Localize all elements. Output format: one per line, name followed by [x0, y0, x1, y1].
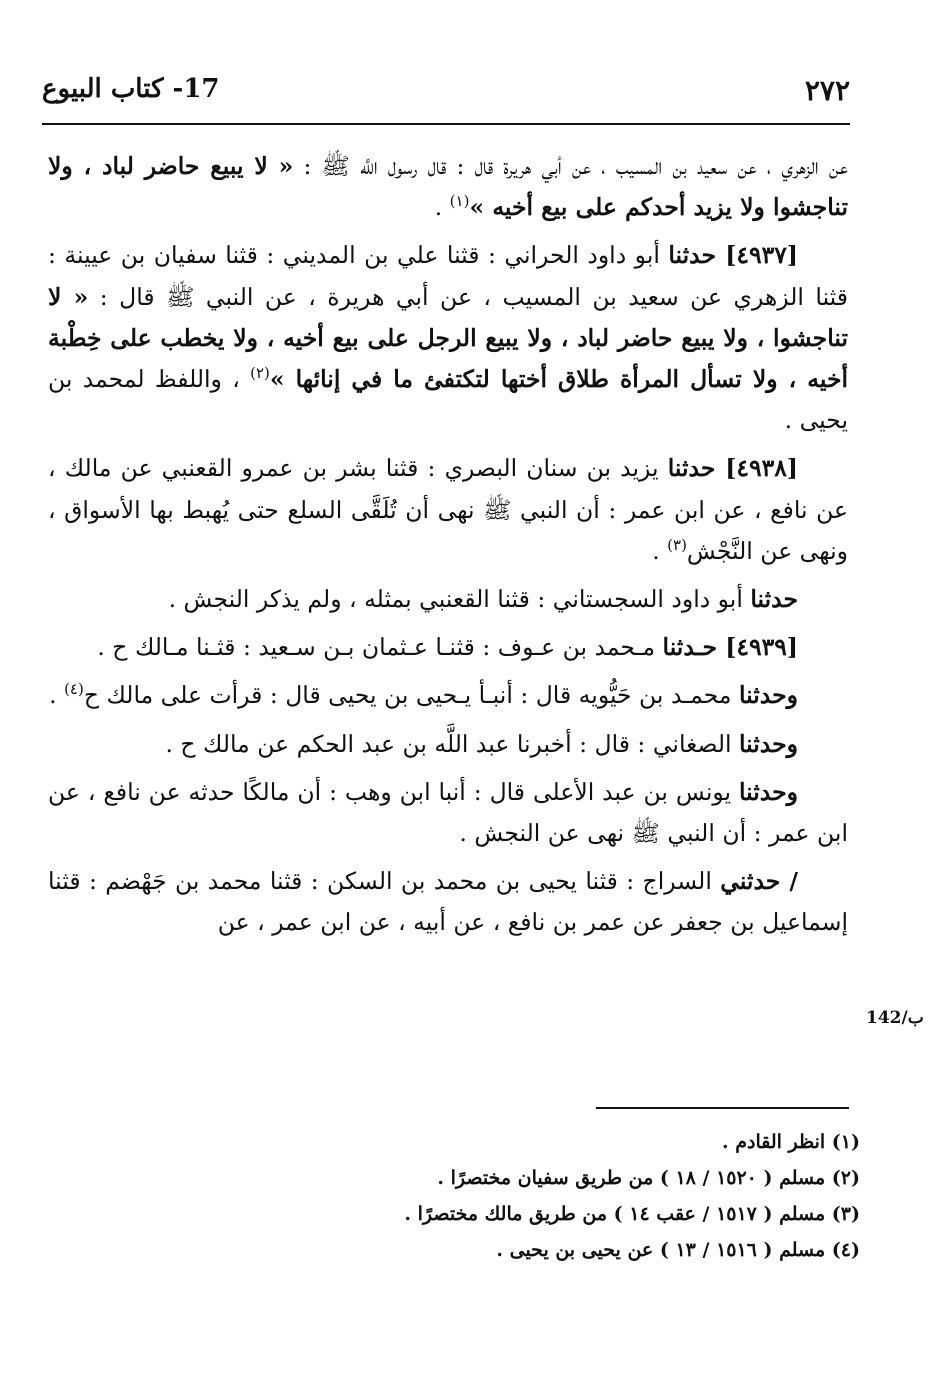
paragraph: [48, 448, 848, 572]
header-divider: [42, 123, 850, 125]
footnote: (٣) مسلم ( ١٥١٧ / عقب ١٤ ) من طريق مالك مختصرًا .: [404, 1203, 860, 1225]
text-run: .: [434, 193, 450, 222]
main-text: [48, 146, 848, 951]
text-run: ، واللفظ لمحمد بن يحيى .: [48, 365, 848, 435]
page-header: [42, 74, 850, 114]
text-run: السراج : قثنا يحيى بن محمد بن السكن : قثنا محمد بن جَهْضم : قثنا إسماعيل بن جعفر عن عمر بن نافع ، عن أبيه ، عن ابن عمر ، عن: [48, 867, 848, 937]
paragraph: [48, 772, 848, 854]
text-run: يزيد بن سنان البصري : قثنا بشر بن عمرو القعنبي عن مالك ، عن نافع ، عن ابن عمر : أن النبي ﷺ نهى أن تُلَقَّى السلع حتى يُهبط بها الأسواق ، ونهى عن النَّجْش: [48, 454, 848, 565]
text-run: عن الزهري ، عن سعيد بن المسيب ، عن أبي هريرة قال : قال رسول اللَّه ﷺ :: [293, 152, 848, 180]
footnote: (٤) مسلم ( ١٥١٦ / ١٣ ) عن يحيى بن يحيى .: [496, 1239, 860, 1261]
page-number: ٢٧٢: [804, 74, 850, 107]
bold-text: « لا يبيع حاضر لباد ، ولا تناجشوا ولا يزيد أحدكم على بيع أخيه »: [48, 152, 848, 222]
paragraph: [48, 675, 848, 716]
text-run: مـحمد بن عـوف : قثنـا عـثمان بـن سـعيد : قثـنا مـالك ح .: [97, 633, 663, 662]
bold-text: وحدثنا: [738, 729, 798, 758]
paragraph: [48, 627, 848, 668]
footnote-reference: (٢): [250, 364, 270, 383]
footnote-divider: [596, 1107, 849, 1109]
bold-text: / حدثني: [720, 867, 798, 896]
paragraph: [48, 146, 848, 228]
text-run: .: [652, 536, 668, 565]
bold-text: [٤٩٣٨] حدثنا: [667, 454, 798, 483]
text-run: يونس بن عبد الأعلى قال : أنبا ابن وهب : أن مالكًا حدثه عن نافع ، عن ابن عمر : أن النبي ﷺ نهى عن النجش .: [48, 777, 848, 848]
footnote: (٢) مسلم ( ١٥٢٠ / ١٨ ) من طريق سفيان مختصرًا .: [437, 1167, 860, 1189]
text-run: الصغاني : قال : أخبرنا عبد اللَّه بن عبد الحكم عن مالك ح .: [165, 729, 739, 758]
bold-text: [٤٩٣٩] حـدثنا: [662, 633, 798, 662]
bold-text: [٤٩٣٧] حدثنا: [668, 241, 798, 270]
margin-folio-note: 142/ب: [866, 1008, 924, 1028]
footnote-reference: (١): [449, 192, 470, 211]
book-title: 17- كتاب البيوع: [42, 74, 220, 104]
text-run: أبو داود السجستاني : قثنا القعنبي بمثله ، ولم يذكر النجش .: [168, 585, 751, 614]
footnote-reference: (٤): [64, 680, 84, 699]
bold-text: حدثنا: [750, 585, 798, 614]
text-run: أبو داود الحراني : قثنا علي بن المديني : قثنا سفيان بن عيينة : قثنا الزهري عن سعيد بن المسيب ، عن أبي هريرة ، عن النبي ﷺ قال :: [48, 241, 849, 311]
text-run: محمـد بن حَيُّويه قال : أنبـأ يـحيى بن يحيى قال : قرأت على مالك ح: [83, 681, 739, 710]
paragraph: [48, 235, 848, 441]
paragraph: [48, 579, 848, 620]
paragraph: [48, 724, 848, 765]
footnote: (١) انظر القادم .: [722, 1131, 860, 1153]
text-run: .: [49, 681, 65, 710]
paragraph: [48, 861, 848, 943]
footnotes: [160, 1124, 860, 1268]
bold-text: « لا تناجشوا ، ولا يبيع حاضر لباد ، ولا يبيع الرجل على بيع أخيه ، ولا يخطب على خِطْبة أخيه ، ولا تسأل المرأة طلاق أختها لتكتفئ ما في إنائها »: [48, 282, 849, 394]
footnote-reference: (٣): [667, 536, 687, 554]
bold-text: وحدثنا: [738, 777, 798, 806]
bold-text: وحدثنا: [738, 681, 798, 710]
